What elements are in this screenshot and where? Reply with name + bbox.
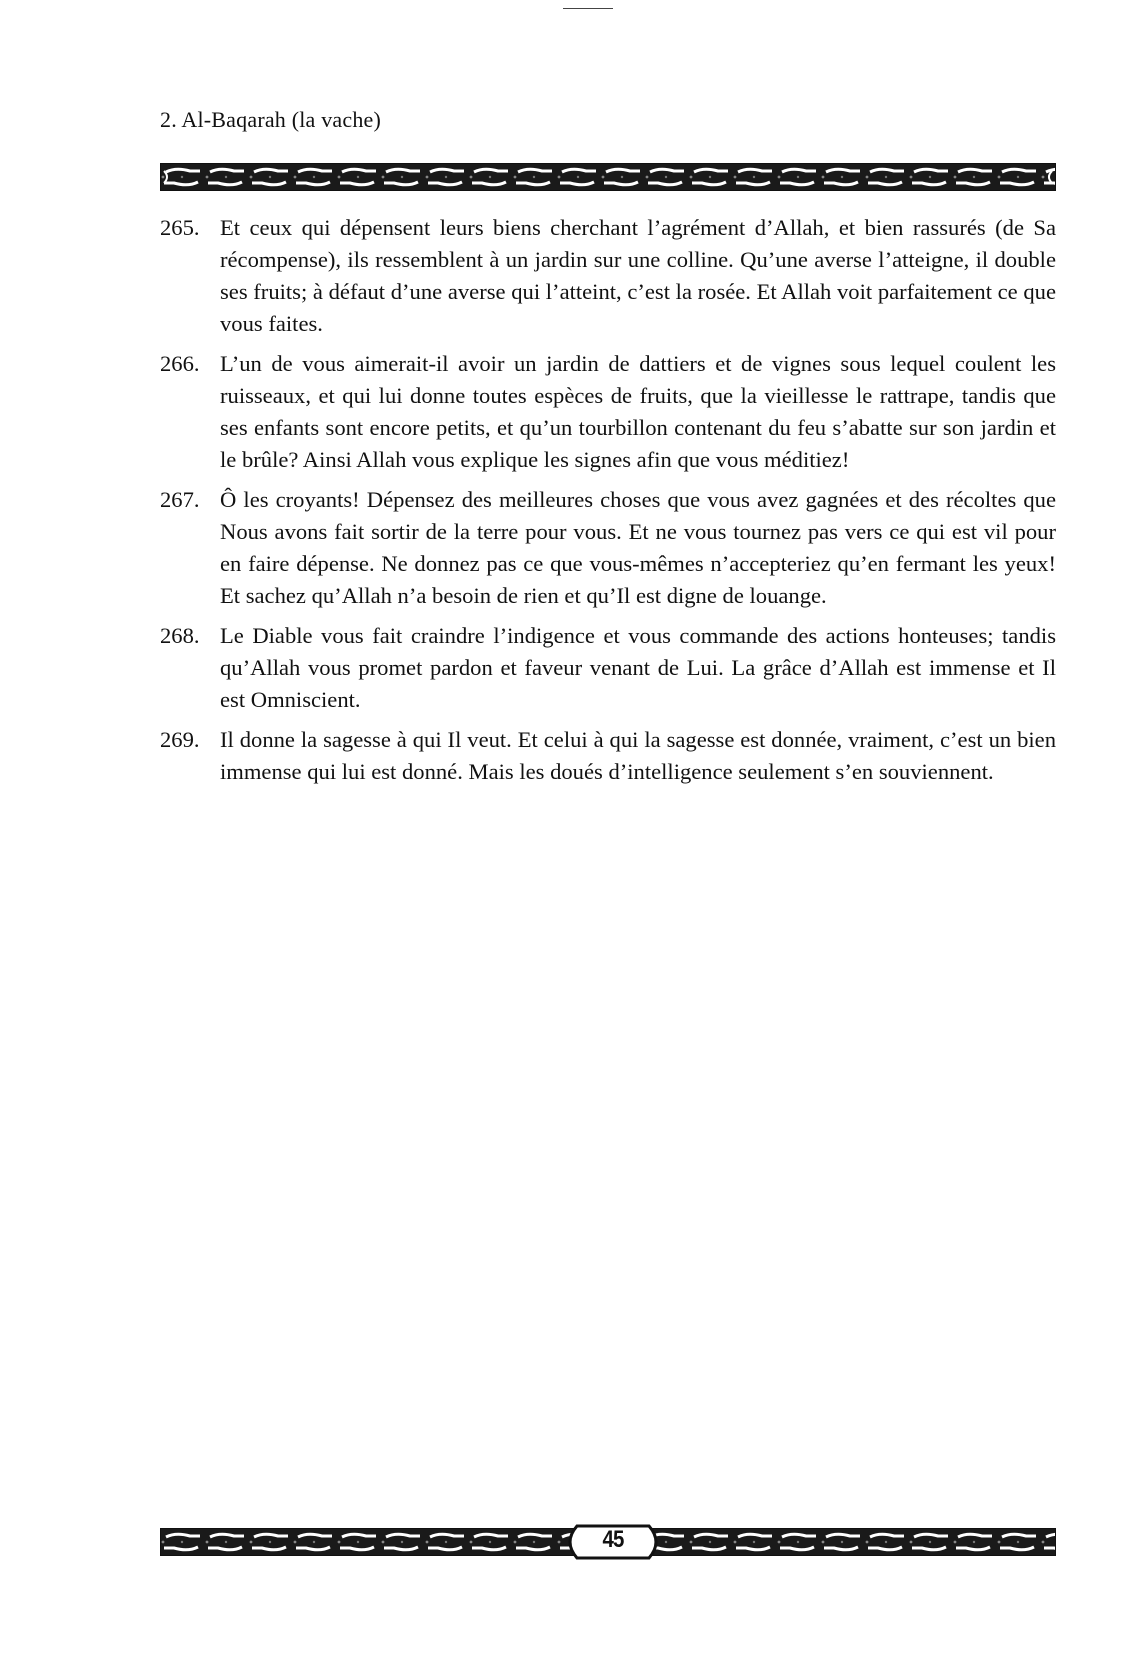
verse-text: Ô les croyants! Dépensez des meilleures choses que vous avez gagnées et des récoltes que Nous avons fait sortir de la terre pour vous. Et ne vous tournez pas vers ce qui est vil pour en faire dépense. Ne donnez pas ce que vous-mêmes n’accepteriez qu’en fermant les yeux! Et sachez qu’Allah n’a besoin de rien et qu’Il est digne de louange.	[220, 487, 1056, 608]
running-title: 2. Al-Baqarah (la vache)	[160, 107, 382, 132]
verse-number: 265.	[160, 215, 200, 240]
verse-list	[160, 212, 1056, 796]
page-number-badge	[563, 1522, 663, 1562]
verse-item	[160, 212, 1056, 340]
page-number: 45	[602, 1526, 624, 1553]
verse-number: 268.	[160, 623, 200, 648]
verse-text: L’un de vous aimerait-il avoir un jardin de dattiers et de vignes sous lequel coulent les ruisseaux, et qui lui donne toutes espèces de fruits, que la vieillesse le rattrape, tandis que ses enfants sont encore petits, et qu’un tourbillon contenant du feu s’abatte sur son jardin et le brûle? Ainsi Allah vous explique les signes afin que vous méditiez!	[220, 351, 1056, 472]
top-ornamental-band	[160, 163, 1056, 191]
ornament-pattern	[160, 163, 1056, 191]
verse-item	[160, 724, 1056, 788]
verse-number: 266.	[160, 351, 200, 376]
verse-text: Et ceux qui dépensent leurs biens cherchant l’agrément d’Allah, et bien rassurés (de Sa récompense), ils ressemblent à un jardin sur une colline. Qu’une averse l’atteigne, il double ses fruits; à défaut d’une averse qui l’atteint, c’est la rosée. Et Allah voit parfaitement ce que vous faites.	[220, 215, 1056, 336]
verse-item	[160, 484, 1056, 612]
verse-item	[160, 348, 1056, 476]
verse-text: Le Diable vous fait craindre l’indigence et vous commande des actions honteuses; tandis qu’Allah vous promet pardon et faveur venant de Lui. La grâce d’Allah est immense et Il est Omniscient.	[220, 623, 1056, 712]
top-crop-rule	[563, 8, 613, 9]
verse-text: Il donne la sagesse à qui Il veut. Et celui à qui la sagesse est donnée, vraiment, c’est un bien immense qui lui est donné. Mais les doués d’intelligence seulement s’en souviennent.	[220, 727, 1056, 784]
verse-item	[160, 620, 1056, 716]
verse-number: 267.	[160, 487, 200, 512]
verse-number: 269.	[160, 727, 200, 752]
